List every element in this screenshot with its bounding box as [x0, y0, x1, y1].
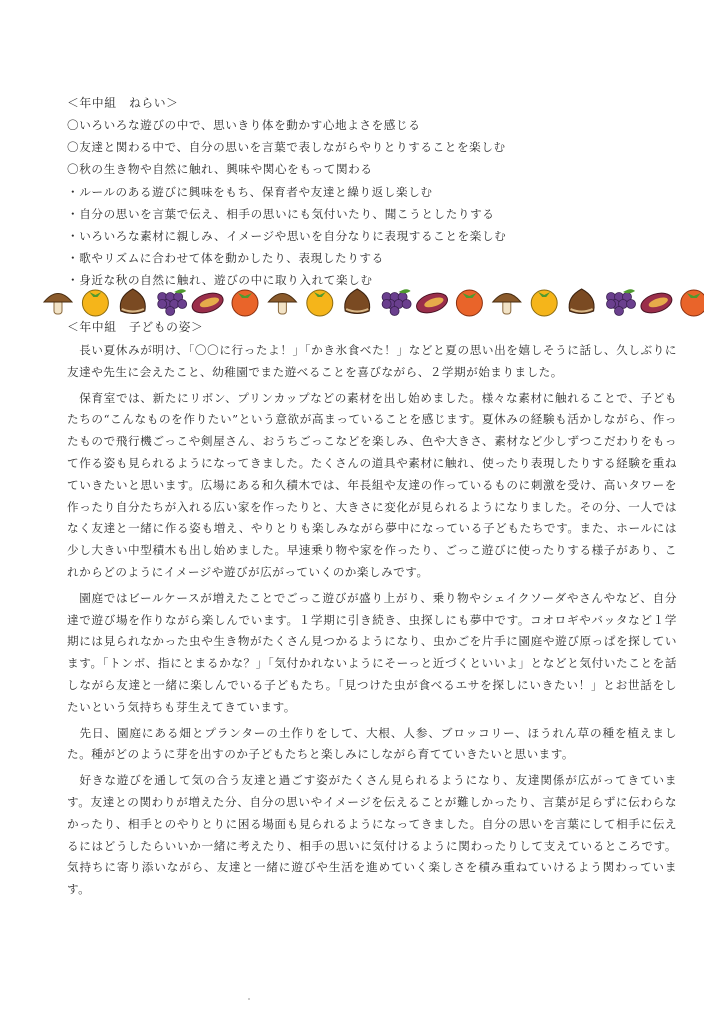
aim-item: ・自分の思いを言葉で伝え、相手の思いにも気付いたり、聞こうとしたりする — [67, 206, 495, 221]
aim-item: 〇いろいろな遊びの中で、思いきり体を動かす心地よさを感じる — [67, 118, 421, 132]
sweet-potato-icon — [190, 289, 226, 316]
chestnut-icon — [120, 289, 145, 314]
grapes-icon — [158, 289, 187, 315]
aim-item: ・歌やリズムに合わせて体を動かしたり、表現したりする — [67, 251, 384, 266]
persimmon-icon — [82, 290, 108, 316]
tomato-persimmon-icon — [232, 290, 258, 316]
grapes-icon — [607, 289, 636, 315]
tomato-persimmon-icon — [681, 290, 704, 316]
aim-item: 〇友達と関わる中で、自分の思いを言葉で表しながらやりとりすることを楽しむ — [67, 140, 506, 155]
aim-item: 〇秋の生き物や自然に触れ、興味や関心をもって関わる — [67, 162, 373, 177]
chestnut-icon — [569, 289, 594, 314]
aims-heading: ＜年中組 ねらい＞ — [67, 96, 179, 110]
aim-item: ・ルールのある遊びに興味をもち、保育者や友達と繰り返し楽しむ — [67, 184, 433, 199]
grapes-icon — [382, 289, 411, 315]
story-section — [67, 340, 677, 905]
persimmon-icon — [307, 290, 333, 316]
persimmon-icon — [531, 290, 557, 316]
story-heading: ＜年中組 子どもの姿＞ — [67, 320, 204, 334]
aims-section — [67, 92, 667, 292]
story-paragraph: 長い夏休みが明け、「〇〇に行ったよ！」「かき氷食べた！」などと夏の思い出を嬉しそうに話し、久しぶりに友達や先生に会えたこと、幼稚園でまた遊べることを喜びながら、２学期が始まりました。 — [67, 343, 677, 379]
page-mark — [248, 998, 250, 1000]
story-paragraph: 好きな遊びを通して気の合う友達と過ごす姿がたくさん見られるようになり、友達関係が広がってきています。友達との関わりが増えた分、自分の思いやイメージを伝えることが難しかったり、言葉が足らずに伝わらなかったり、相手とのやりとりに困る場面も見られるようになってきました。自分の思いを言葉にして相手に伝えるにはどうしたらいいか一緒に考えたり、相手の思いに気付けるように関わったりして支えているところです。気持ちに寄り添いながら、友達と一緒に遊びや生活を進めていく楽しさを積み重ねていけるよう関わっています。 — [67, 773, 677, 897]
aim-item: ・身近な秋の自然に触れ、遊びの中に取り入れて楽しむ — [67, 273, 373, 288]
sweet-potato-icon — [414, 289, 450, 316]
story-paragraph: 先日、園庭にある畑とプランターの土作りをして、大根、人参、ブロッコリー、ほうれん草の種を植えました。種がどのように芽を出すのか子どもたちと楽しみにしながら育てていきたいと思います。 — [67, 725, 677, 762]
aim-item: ・いろいろな素材に親しみ、イメージや思いを自分なりに表現することを楽しむ — [67, 229, 507, 244]
chestnut-icon — [345, 289, 370, 314]
story-paragraph: 園庭ではビールケースが増えたことでごっこ遊びが盛り上がり、乗り物やシェイクソーダやさんやなど、自分達で遊び場を作りながら楽しんでいます。１学期に引き続き、虫探しにも夢中です。コオロギやバッタなど１学期には見られなかった虫や生き物がたくさん見つかるようになり、虫かごを片手に園庭や遊び原っぱを探しています。「トンボ、指にとまるかな？」「気付かれないようにそーっと近づくといいよ」となどと気付いたことを話しながら友達と一緒に楽しんでいる子どもたち。「見つけた虫が食べるエサを探しにいきたい！」とお世話をしたいという気持ちも芽生えてきています。 — [67, 590, 677, 714]
mushroom-icon — [493, 294, 521, 315]
mushroom-icon — [268, 294, 296, 315]
tomato-persimmon-icon — [456, 290, 482, 316]
story-paragraph: 保育室では、新たにリボン、プリンカップなどの素材を出し始めました。様々な素材に触れることで、子どもたちの“こんなものを作りたい”という意欲が高まっていることを感じます。夏休みの経験も活かしながら、作ったもので飛行機ごっこや剣屋さん、おうちごっこなどを楽しみ、色や大きさ、素材など少しずつこだわりをもって作る姿も見られるようになってきました。たくさんの道具や素材に触れ、使ったり表現したりする経験を重ねていきたいと思います。広場にある和久積木では、年長組や友達の作っているものに刺激を受け、高いタワーを作ったり自分たちが入れる広い家を作ったりと、大きさに変化が見られるようになりました。その分、一人ではなく友達と一緒に作る姿も増え、やりとりも楽しみながら夢中になっている子どもたちです。また、ホールには少し大きい中型積木も出し始めました。早速乗り物や家を作ったり、ごっこ遊びに使ったりする様子があり、これからどのようにイメージや遊びが広がっていくのか楽しみです。 — [67, 390, 677, 579]
sweet-potato-icon — [638, 289, 674, 316]
mushroom-icon — [44, 294, 72, 315]
